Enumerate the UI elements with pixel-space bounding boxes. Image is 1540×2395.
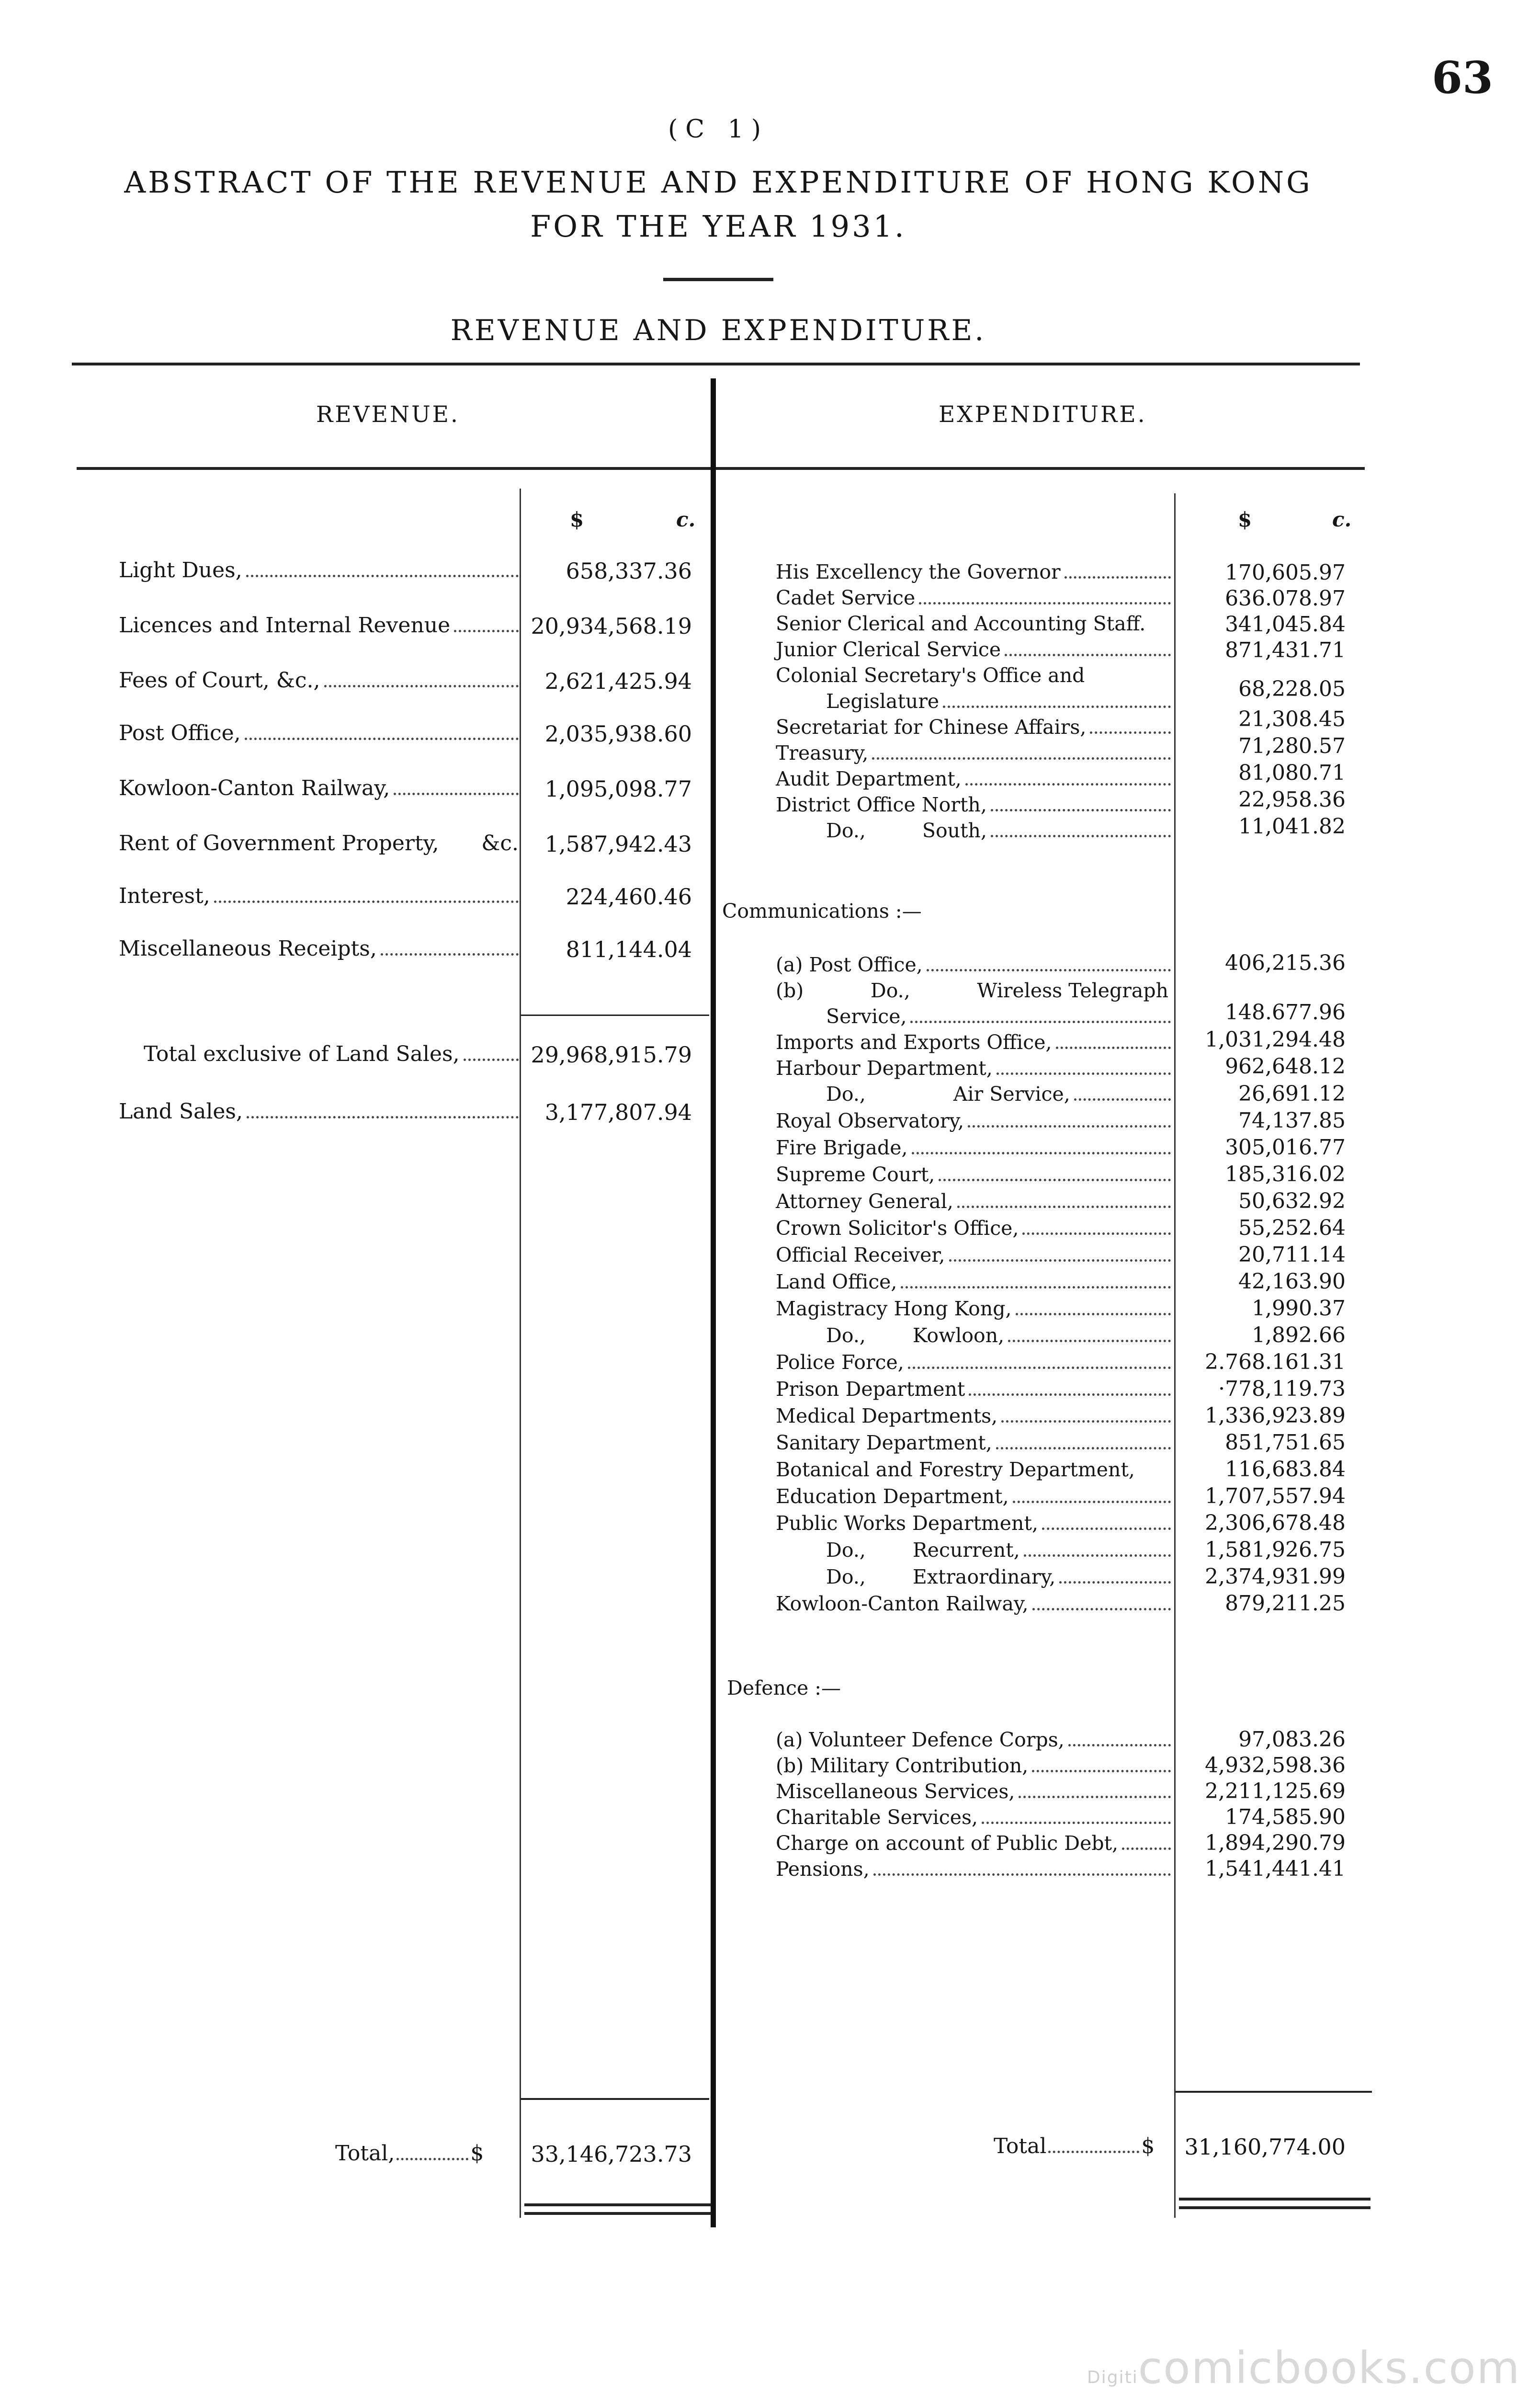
expenditure-row (776, 612, 1171, 635)
expenditure-value: 148.677.96 (1225, 1000, 1346, 1025)
leader-dots (1048, 2151, 1139, 2153)
expenditure-cents-header: c. (1332, 508, 1352, 531)
revenue-heading: REVENUE. (316, 401, 460, 428)
revenue-total-rule (521, 2098, 709, 2100)
expenditure-value: 2,306,678.48 (1205, 1511, 1346, 1535)
leader-dots (214, 901, 519, 903)
title-divider (663, 278, 773, 281)
revenue-row (119, 776, 519, 800)
expenditure-label: Royal Observatory, (776, 1109, 964, 1132)
communications-row (776, 1163, 1171, 1186)
expenditure-label: Charge on account of Public Debt, (776, 1832, 1119, 1855)
expenditure-label: Imports and Exports Office, (776, 1031, 1052, 1054)
leader-dots (1001, 1420, 1171, 1423)
expenditure-row (776, 638, 1171, 661)
leader-dots (949, 1259, 1171, 1262)
expenditure-label: Education Department, (776, 1485, 1009, 1508)
expenditure-value: 1,541,441.41 (1205, 1857, 1346, 1881)
expenditure-label: Magistracy Hong Kong, (776, 1297, 1012, 1320)
expenditure-label: (b) Military Contribution, (776, 1754, 1029, 1777)
leader-dots (1016, 1313, 1171, 1315)
expenditure-value: 962,648.12 (1225, 1054, 1346, 1079)
expenditure-value: 22,958.36 (1238, 787, 1346, 812)
expenditure-value: 81,080.71 (1238, 761, 1346, 785)
expenditure-label: Junior Clerical Service (776, 638, 1001, 661)
leader-dots (381, 953, 519, 956)
leader-dots (996, 1447, 1171, 1449)
land-sales-value: 3,177,807.94 (544, 1099, 692, 1125)
communications-row (776, 1270, 1171, 1293)
expenditure-label: Medical Departments, (776, 1404, 998, 1427)
land-sales-label: Land Sales, (119, 1099, 243, 1124)
communications-row (776, 1431, 1171, 1454)
expenditure-value: 55,252.64 (1238, 1216, 1346, 1240)
leader-dots (245, 738, 519, 740)
expenditure-label-line2: Legislature (826, 690, 940, 713)
expenditure-value: 74,137.85 (1238, 1108, 1346, 1133)
expenditure-label: Land Office, (776, 1270, 897, 1293)
expenditure-row (776, 560, 1171, 583)
ditto-label: Do., (870, 979, 910, 1002)
expenditure-label: Crown Solicitor's Office, (776, 1217, 1019, 1240)
communications-row (776, 1351, 1171, 1374)
expenditure-label: Audit Department, (776, 767, 962, 790)
defence-heading: Defence :— (727, 1676, 841, 1699)
expenditure-value: 1,336,923.89 (1205, 1403, 1346, 1428)
expenditure-label-line1: Colonial Secretary's Office and (776, 664, 1085, 687)
leader-dots (1090, 731, 1171, 734)
communications-row (826, 1324, 1171, 1347)
leader-dots (394, 793, 519, 795)
leader-dots (1022, 1232, 1171, 1235)
expenditure-row (776, 586, 1171, 609)
leader-dots (908, 1367, 1171, 1369)
expenditure-value: 341,045.84 (1225, 612, 1346, 637)
revenue-value: 811,144.04 (566, 936, 692, 962)
revenue-row (119, 558, 519, 582)
expenditure-value: 185,316.02 (1225, 1162, 1346, 1186)
dollar-sign: $ (1141, 2134, 1155, 2158)
communications-row (826, 1005, 1171, 1028)
leader-dots (873, 1873, 1171, 1876)
expenditure-label: Kowloon-Canton Railway, (776, 1592, 1029, 1615)
revenue-amount-column-line (520, 489, 521, 2218)
subtotal-value: 29,968,915.79 (531, 1042, 692, 1068)
leader-dots (1008, 1340, 1171, 1342)
expenditure-label: Sanitary Department, (776, 1431, 992, 1454)
expenditure-row (826, 819, 1171, 842)
defence-row (776, 1806, 1171, 1829)
expenditure-label: Police Force, (776, 1351, 904, 1374)
communications-row (776, 1485, 1171, 1508)
leader-dots (246, 575, 519, 577)
communications-row (776, 953, 1171, 976)
revenue-label: Miscellaneous Receipts, (119, 936, 377, 961)
leader-dots (324, 685, 519, 687)
revenue-label: Licences and Internal Revenue (119, 613, 451, 638)
leader-dots (1005, 654, 1171, 656)
expenditure-value: 2.768.161.31 (1205, 1350, 1346, 1374)
leader-dots (939, 1179, 1171, 1181)
revenue-row (119, 831, 519, 855)
expenditure-label: Harbour Department, (776, 1057, 993, 1080)
defence-row (776, 1858, 1171, 1881)
communications-row (776, 1136, 1171, 1159)
expenditure-value: 1,581,926.75 (1205, 1538, 1346, 1562)
communications-row-line1 (776, 979, 1168, 1002)
leader-dots (1068, 1744, 1171, 1746)
leader-dots (965, 783, 1171, 786)
leader-dots (464, 1059, 519, 1061)
expenditure-label: (a) Post Office, (776, 953, 923, 976)
expenditure-label: District Office North, (776, 793, 987, 816)
watermark-prefix: Digiti (1087, 2368, 1138, 2387)
expenditure-value: ·778,119.73 (1218, 1377, 1346, 1401)
leader-dots (454, 630, 519, 632)
revenue-total-label (335, 2141, 484, 2166)
expenditure-label: Charitable Services, (776, 1806, 978, 1829)
communications-row (776, 1243, 1171, 1266)
leader-dots (969, 1393, 1171, 1396)
expenditure-value: 170,605.97 (1225, 560, 1346, 585)
revenue-value: 224,460.46 (566, 884, 692, 910)
subtotal-rule (521, 1015, 709, 1016)
leader-dots (996, 1072, 1171, 1075)
expenditure-label: Prison Department (776, 1378, 965, 1401)
expenditure-label: Secretariat for Chinese Affairs, (776, 716, 1087, 739)
leader-dots (1019, 1796, 1171, 1798)
expenditure-value: 1,894,290.79 (1205, 1831, 1346, 1855)
expenditure-label: Cadet Service (776, 586, 916, 609)
leader-dots (991, 835, 1171, 837)
revenue-row (119, 721, 519, 745)
leader-dots (1042, 1528, 1171, 1530)
communications-row (776, 1057, 1171, 1080)
page-number: 63 (1432, 52, 1494, 103)
revenue-label-suffix: &c. (481, 831, 519, 855)
expenditure-value: 20,711.14 (1238, 1243, 1346, 1267)
revenue-row (119, 613, 519, 638)
leader-dots (1032, 1608, 1171, 1610)
expenditure-label-detail: Recurrent, (912, 1539, 1020, 1562)
leader-dots (1064, 576, 1171, 579)
item-marker: (b) (776, 979, 804, 1002)
leader-dots (1024, 1554, 1171, 1557)
revenue-cents-header: c. (676, 508, 696, 531)
expenditure-label-line2: Service, (826, 1005, 907, 1028)
expenditure-label: Attorney General, (776, 1190, 953, 1213)
revenue-label: Light Dues, (119, 558, 242, 582)
leader-dots (901, 1286, 1171, 1289)
communications-row (826, 1083, 1171, 1106)
table-top-rule (72, 363, 1360, 365)
revenue-row (119, 884, 519, 908)
communications-row (826, 1539, 1171, 1562)
expenditure-value: 1,892.66 (1252, 1323, 1346, 1347)
revenue-total-value: 33,146,723.73 (531, 2141, 692, 2167)
expenditure-value: 406,215.36 (1225, 951, 1346, 975)
ditto-label: Do., (826, 1539, 866, 1562)
communications-row (826, 1565, 1171, 1588)
expenditure-label: Do., (826, 819, 866, 842)
expenditure-label: Miscellaneous Services, (776, 1780, 1015, 1803)
communications-row (776, 1190, 1171, 1213)
subtotal-label: Total exclusive of Land Sales, (144, 1042, 460, 1066)
communications-row (776, 1378, 1171, 1401)
communications-heading: Communications :— (722, 900, 922, 923)
expenditure-value: 50,632.92 (1238, 1189, 1346, 1213)
expenditure-label: Wireless Telegraph (977, 979, 1168, 1002)
communications-row (776, 1217, 1171, 1240)
header-bottom-rule (77, 467, 1365, 470)
expenditure-total-label (994, 2134, 1155, 2158)
expenditure-value: 636.078.97 (1225, 586, 1346, 611)
leader-dots (912, 1152, 1171, 1154)
leader-dots (991, 809, 1171, 811)
dollar-sign: $ (470, 2141, 484, 2166)
expenditure-value: 71,280.57 (1238, 734, 1346, 758)
communications-row (776, 1592, 1171, 1615)
leader-dots (1013, 1501, 1171, 1503)
ditto-label: Do., (826, 1565, 866, 1588)
ditto-label: Do., (826, 1324, 866, 1347)
watermark-brand: comicbooks.com (1138, 2342, 1521, 2394)
leader-dots (927, 969, 1171, 971)
expenditure-heading: EXPENDITURE. (939, 401, 1147, 428)
leader-dots (910, 1021, 1171, 1023)
land-sales-row (119, 1099, 519, 1124)
expenditure-total-double-rule (1179, 2198, 1370, 2209)
leader-dots (919, 602, 1171, 604)
title-line-2: FOR THE YEAR 1931. (530, 209, 906, 244)
leader-dots (968, 1125, 1171, 1128)
expenditure-value: 174,585.90 (1225, 1805, 1346, 1829)
leader-dots (1032, 1770, 1171, 1772)
leader-dots (957, 1206, 1171, 1208)
expenditure-value: 1,990.37 (1252, 1296, 1346, 1321)
expenditure-label-detail: Kowloon, (912, 1324, 1005, 1347)
expenditure-row (776, 741, 1171, 764)
communications-row (776, 1458, 1171, 1481)
expenditure-value: 871,431.71 (1225, 638, 1346, 662)
document-code: (C 1) (668, 115, 769, 144)
expenditure-value: 851,751.65 (1225, 1430, 1346, 1455)
revenue-label: Post Office, (119, 721, 241, 745)
communications-row (776, 1404, 1171, 1427)
leader-dots (1056, 1047, 1171, 1049)
expenditure-label-detail: South, (922, 819, 987, 842)
revenue-label: Rent of Government Property, (119, 831, 439, 855)
revenue-value: 20,934,568.19 (531, 613, 692, 639)
title-line-1: ABSTRACT OF THE REVENUE AND EXPENDITURE OF HONG KONG (124, 165, 1313, 200)
expenditure-label: Supreme Court, (776, 1163, 935, 1186)
expenditure-total-rule (1176, 2091, 1372, 2093)
leader-dots (943, 706, 1171, 708)
revenue-label: Fees of Court, &c., (119, 668, 320, 693)
expenditure-value: 1,707,557.94 (1205, 1484, 1346, 1508)
expenditure-value: 2,211,125.69 (1205, 1779, 1346, 1803)
revenue-value: 2,621,425.94 (544, 668, 692, 694)
revenue-value: 1,587,942.43 (544, 831, 692, 857)
expenditure-value: 1,031,294.48 (1205, 1027, 1346, 1052)
revenue-value: 2,035,938.60 (544, 721, 692, 747)
expenditure-label: Treasury, (776, 741, 869, 764)
leader-dots (872, 757, 1171, 760)
defence-row (776, 1728, 1171, 1751)
communications-row (776, 1512, 1171, 1535)
expenditure-total-value: 31,160,774.00 (1184, 2134, 1346, 2160)
revenue-row (119, 936, 519, 961)
ditto-label: Do., (826, 1083, 866, 1106)
leader-dots (982, 1822, 1171, 1824)
defence-row (776, 1780, 1171, 1803)
table-subtitle: REVENUE AND EXPENDITURE. (450, 314, 986, 347)
expenditure-value: 116,683.84 (1225, 1457, 1346, 1482)
communications-row (776, 1109, 1171, 1132)
leader-dots (1122, 1848, 1171, 1850)
defence-row (776, 1832, 1171, 1855)
revenue-label: Kowloon-Canton Railway, (119, 776, 390, 800)
watermark (1087, 2342, 1520, 2394)
leader-dots (1074, 1098, 1171, 1101)
expenditure-dollar-header: $ (1238, 508, 1252, 531)
center-divider (711, 378, 716, 2227)
total-label-text: Total (994, 2134, 1047, 2158)
subtotal-row (144, 1042, 519, 1066)
revenue-label: Interest, (119, 884, 210, 908)
expenditure-value: 26,691.12 (1238, 1082, 1346, 1106)
expenditure-row (776, 767, 1171, 790)
leader-dots (1059, 1581, 1171, 1584)
expenditure-value: 2,374,931.99 (1205, 1564, 1346, 1589)
total-label-text: Total, (335, 2141, 395, 2166)
expenditure-value: 68,228.05 (1238, 677, 1346, 701)
revenue-dollar-header: $ (570, 508, 584, 531)
expenditure-label-detail: Extraordinary, (912, 1565, 1056, 1588)
expenditure-label: Botanical and Forestry Department, (776, 1458, 1135, 1481)
revenue-total-double-rule (524, 2203, 711, 2215)
defence-row (776, 1754, 1171, 1777)
expenditure-label: Fire Brigade, (776, 1136, 908, 1159)
expenditure-label: Pensions, (776, 1858, 870, 1881)
expenditure-value: 11,041.82 (1238, 814, 1346, 839)
communications-row (776, 1297, 1171, 1320)
revenue-value: 658,337.36 (566, 558, 692, 584)
revenue-value: 1,095,098.77 (544, 776, 692, 802)
revenue-row (119, 668, 519, 693)
expenditure-row (776, 793, 1171, 816)
expenditure-value: 97,083.26 (1238, 1727, 1346, 1752)
expenditure-value: 879,211.25 (1225, 1591, 1346, 1616)
communications-row (776, 1031, 1171, 1054)
expenditure-label-detail: Air Service, (953, 1083, 1070, 1106)
expenditure-row (826, 690, 1171, 713)
expenditure-row (776, 716, 1171, 739)
expenditure-label: His Excellency the Governor (776, 560, 1061, 583)
expenditure-value: 4,932,598.36 (1205, 1753, 1346, 1778)
expenditure-label: (a) Volunteer Defence Corps, (776, 1728, 1064, 1751)
expenditure-value: 305,016.77 (1225, 1135, 1346, 1160)
leader-dots (247, 1116, 519, 1118)
expenditure-label: Official Receiver, (776, 1243, 945, 1266)
expenditure-label: Senior Clerical and Accounting Staff. (776, 612, 1146, 635)
expenditure-label: Public Works Department, (776, 1512, 1038, 1535)
expenditure-value: 21,308.45 (1238, 707, 1346, 731)
document-title (86, 160, 1350, 249)
leader-dots (396, 2158, 468, 2160)
expenditure-value: 42,163.90 (1238, 1269, 1346, 1294)
